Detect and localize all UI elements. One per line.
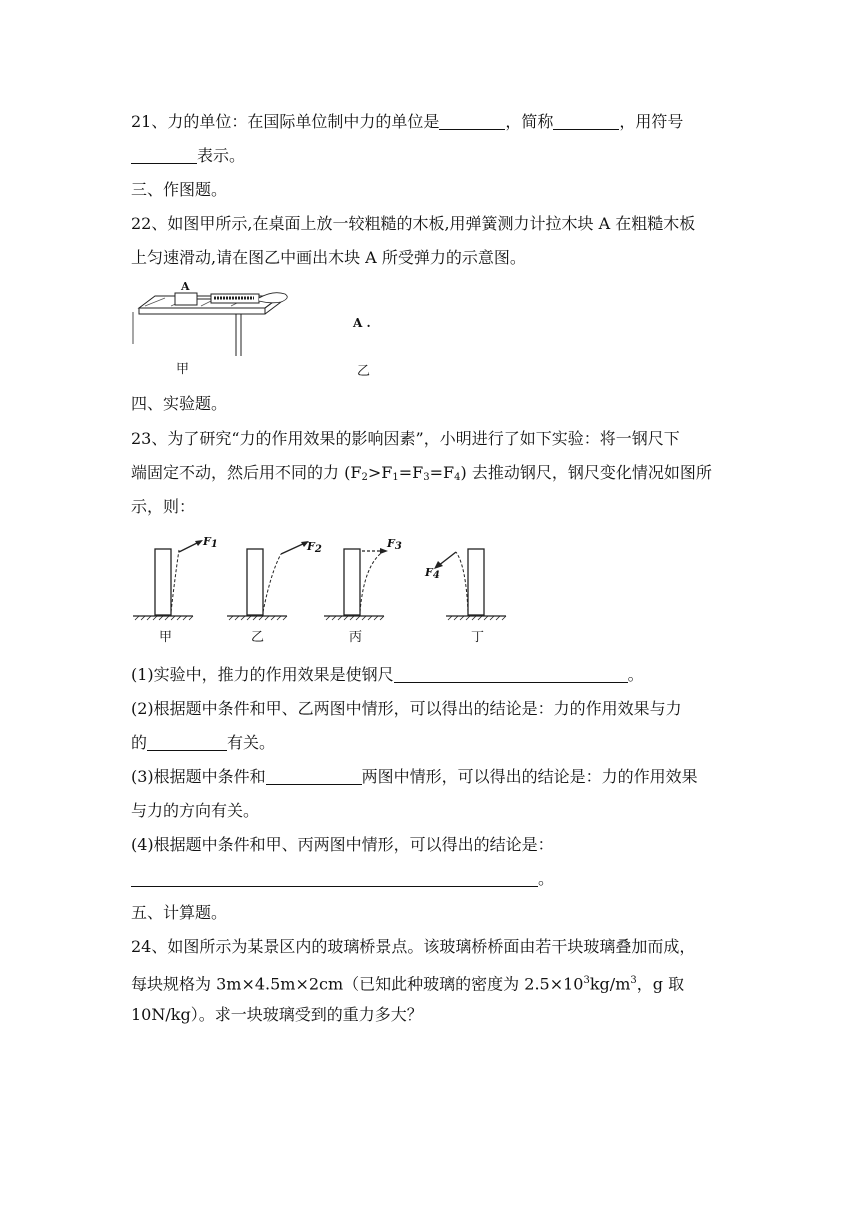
q21-blank-unit[interactable]: [439, 112, 505, 130]
q23-force-sub: 3: [394, 541, 402, 552]
q23-line3: 示，则：: [131, 497, 196, 516]
q23-part4-line2: [131, 868, 554, 890]
q23-part3-line1: [131, 766, 698, 788]
q24-text: 每块规格为 3m×4.5m×2cm（已知此种玻璃的密度为 2.5×10: [131, 974, 584, 994]
q21-text: ，用符号: [619, 112, 684, 131]
q24-line2: [131, 970, 684, 995]
q23-force-f: F: [307, 540, 315, 553]
q23-text: (3)根据题中条件和: [131, 767, 266, 786]
q23-sub: 1: [392, 472, 399, 483]
q23-part2-line2: [131, 732, 275, 754]
q23-figure-bing: [322, 532, 417, 627]
q24-text: ，g 取: [636, 974, 685, 994]
q21-text: ，简称: [505, 112, 554, 131]
q23-figure-yi: [225, 532, 320, 627]
q23-text: =F: [398, 463, 424, 482]
q22-caption-yi: 乙: [357, 364, 371, 379]
q23-text: 。: [538, 869, 555, 888]
q23-text: 端固定不动，然后用不同的力 (F: [131, 463, 362, 482]
q23-text: (1)实验中，推力的作用效果是使钢尺: [131, 665, 394, 684]
q24-sup: 3: [630, 975, 637, 986]
q23-line2: [131, 462, 712, 489]
q21-text: 表示。: [197, 146, 246, 165]
q21-blank-symbol[interactable]: [131, 146, 197, 164]
q23-force-f: F: [387, 537, 395, 550]
q24-line3: 10N/kg）。求一块玻璃受到的重力多大？: [131, 1005, 423, 1024]
q22-line1: 22、如图甲所示,在桌面上放一较粗糙的木板,用弹簧测力计拉木块 A 在粗糙木板: [131, 214, 696, 233]
q23-sub: 3: [423, 472, 430, 483]
q23-force-f: F: [203, 535, 211, 548]
q23-caption-jia: 甲: [159, 630, 173, 645]
q23-text: 有关。: [227, 733, 276, 752]
q23-text: 两图中情形，可以得出的结论是：力的作用效果: [361, 767, 698, 786]
q22-figure-jia: [131, 282, 301, 362]
q24-text: kg/m: [589, 974, 631, 994]
q23-force-sub: 1: [210, 539, 218, 550]
q23-caption-yi: 乙: [251, 630, 265, 645]
q24-line1: 24、如图所示为某景区内的玻璃桥景点。该玻璃桥桥面由若干块玻璃叠加而成，: [131, 937, 696, 956]
q23-part2-line1: (2)根据题中条件和甲、乙两图中情形，可以得出的结论是：力的作用效果与力: [131, 699, 682, 718]
q23-force-sub: 2: [314, 544, 322, 555]
q23-blank-part3[interactable]: [266, 767, 362, 785]
q23-force-sub: 4: [432, 570, 440, 581]
q24-sup: 3: [583, 975, 590, 986]
q23-text: ) 去推动钢尺，钢尺变化情况如图所: [460, 463, 712, 482]
q21-line2: [131, 145, 245, 167]
q22-label-a: A: [181, 280, 190, 293]
q23-blank-part1[interactable]: [394, 665, 628, 683]
q21-line1: [131, 111, 683, 133]
q23-force-label-f4: [425, 566, 440, 581]
section-heading-3: 三、作图题。: [131, 180, 228, 199]
q23-part1: [131, 664, 644, 686]
q23-force-label-f1: [203, 535, 218, 550]
q23-text: >F: [367, 463, 393, 482]
q23-force-label-f2: [307, 540, 322, 555]
section-heading-5: 五、计算题。: [131, 903, 228, 922]
q22-caption-jia: 甲: [176, 362, 190, 377]
q23-sub: 2: [361, 472, 368, 483]
q23-text: 的: [131, 733, 148, 752]
q23-part3-line2: 与力的方向有关。: [131, 801, 260, 820]
q22-line2: 上匀速滑动,请在图乙中画出木块 A 所受弹力的示意图。: [131, 248, 526, 267]
q23-line1: 23、为了研究“力的作用效果的影响因素”，小明进行了如下实验：将一钢尺下: [131, 429, 680, 448]
section-heading-4: 四、实验题。: [131, 394, 228, 413]
q23-sub: 4: [454, 472, 461, 483]
q22-point-a: A .: [353, 316, 371, 330]
q23-part4-line1: (4)根据题中条件和甲、丙两图中情形，可以得出的结论是：: [131, 835, 554, 854]
q23-text: =F: [429, 463, 455, 482]
q21-text: 21、力的单位：在国际单位制中力的单位是: [131, 112, 440, 131]
q23-text: 。: [627, 665, 644, 684]
q21-blank-short-name[interactable]: [553, 112, 619, 130]
q23-caption-ding: 丁: [471, 630, 485, 645]
q23-force-f: F: [425, 566, 433, 579]
q23-caption-bing: 丙: [349, 630, 363, 645]
q23-force-label-f3: [387, 537, 402, 552]
q23-blank-part4[interactable]: [131, 869, 538, 887]
q23-blank-part2[interactable]: [147, 733, 227, 751]
